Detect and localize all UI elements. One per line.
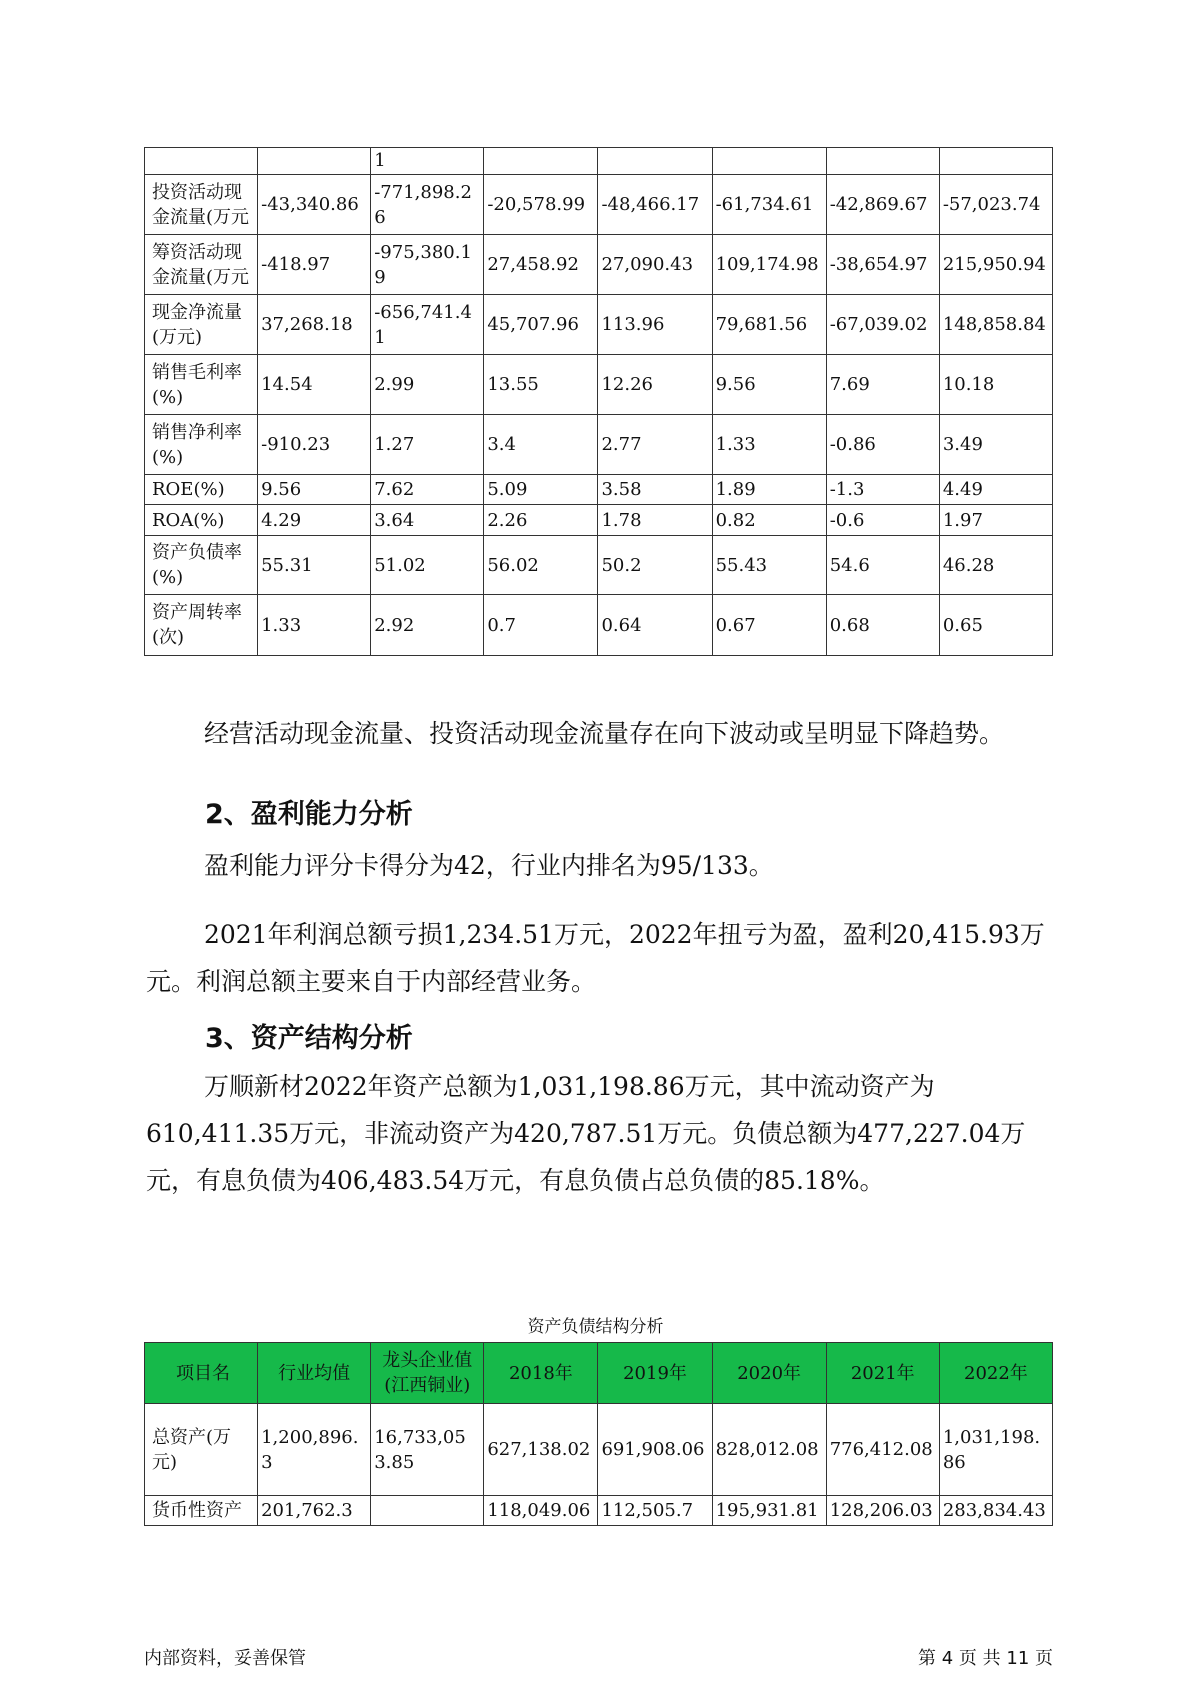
table-cell: 1,031,198.86 [939, 1404, 1052, 1496]
table-cell: 10.18 [939, 355, 1052, 415]
table-cell: 4.49 [939, 475, 1052, 505]
footer-page-number: 第 4 页 共 11 页 [918, 1648, 1053, 1669]
heading-asset-structure: 3、资产结构分析 [205, 1023, 413, 1054]
table-cell: 27,090.43 [598, 235, 712, 295]
table-cell: 51.02 [371, 536, 484, 595]
heading-profitability: 2、盈利能力分析 [205, 799, 413, 830]
row-label-cell: 投资活动现金流量(万元 [145, 175, 258, 235]
table-cell: 1.78 [598, 505, 712, 536]
table-cell: 2018年 [484, 1343, 598, 1404]
table-cell: 148,858.84 [939, 295, 1052, 355]
table-cell: 113.96 [598, 295, 712, 355]
row-label-cell: 现金净流量(万元) [145, 295, 258, 355]
row-label-cell [145, 148, 258, 175]
table-cell [484, 148, 598, 175]
table-cell: 112,505.7 [598, 1496, 712, 1526]
table-cell: -1.3 [826, 475, 939, 505]
table-cell: 0.68 [826, 595, 939, 656]
paragraph-profit-total: 2021年利润总额亏损1,234.51万元，2022年扭亏为盈，盈利20,415.93万元。利润总额主要来自于内部经营业务。 [146, 920, 1045, 996]
table-row [145, 505, 1053, 536]
table-cell: 2019年 [598, 1343, 712, 1404]
table-cell: 9.56 [712, 355, 826, 415]
table-cell: -910.23 [258, 415, 371, 475]
table-row [145, 536, 1053, 595]
table-cell: 0.67 [712, 595, 826, 656]
table-row [145, 295, 1053, 355]
table-cell: 1.33 [712, 415, 826, 475]
table-cell: 54.6 [826, 536, 939, 595]
table-cell: 7.69 [826, 355, 939, 415]
table-cell: 56.02 [484, 536, 598, 595]
table-cell: -975,380.19 [371, 235, 484, 295]
paragraph-profit-score: 盈利能力评分卡得分为42，行业内排名为95/133。 [204, 851, 774, 880]
table-cell: 776,412.08 [826, 1404, 939, 1496]
table-cell: 9.56 [258, 475, 371, 505]
table-cell: 201,762.3 [258, 1496, 371, 1526]
table-cell: 283,834.43 [939, 1496, 1052, 1526]
table-cell: 2021年 [826, 1343, 939, 1404]
row-label-cell: 货币性资产 [145, 1496, 258, 1526]
table-cell [371, 1496, 484, 1526]
table-cell [598, 148, 712, 175]
table-cell: -67,039.02 [826, 295, 939, 355]
table-cell: 195,931.81 [712, 1496, 826, 1526]
row-label-cell: ROE(%) [145, 475, 258, 505]
table-cell: 45,707.96 [484, 295, 598, 355]
table-cell: 118,049.06 [484, 1496, 598, 1526]
table-row [145, 175, 1053, 235]
table-cell: 55.43 [712, 536, 826, 595]
table-cell: 行业均值 [258, 1343, 371, 1404]
table-cell: 3.49 [939, 415, 1052, 475]
table-cell: 3.58 [598, 475, 712, 505]
table-cell: -20,578.99 [484, 175, 598, 235]
table-cell: -42,869.67 [826, 175, 939, 235]
table-cell: 5.09 [484, 475, 598, 505]
table-cell: 2.77 [598, 415, 712, 475]
row-label-cell: 总资产(万元) [145, 1404, 258, 1496]
table-cell: -48,466.17 [598, 175, 712, 235]
table-cell: 37,268.18 [258, 295, 371, 355]
row-label-cell: 资产周转率(次) [145, 595, 258, 656]
table-cell: 4.29 [258, 505, 371, 536]
table-cell: 691,908.06 [598, 1404, 712, 1496]
table-row [145, 148, 1053, 175]
footer-confidential: 内部资料，妥善保管 [144, 1648, 306, 1669]
row-label-cell: 销售毛利率(%) [145, 355, 258, 415]
table-cell: 2020年 [712, 1343, 826, 1404]
table-row [145, 1496, 1053, 1526]
paragraph-cashflow-trend: 经营活动现金流量、投资活动现金流量存在向下波动或呈明显下降趋势。 [204, 719, 1005, 748]
table-cell: -771,898.26 [371, 175, 484, 235]
table-cell: 14.54 [258, 355, 371, 415]
row-label-cell: ROA(%) [145, 505, 258, 536]
table-cell: 龙头企业值(江西铜业) [371, 1343, 484, 1404]
table-cell: 0.82 [712, 505, 826, 536]
table-cell: -418.97 [258, 235, 371, 295]
table-cell: 2.26 [484, 505, 598, 536]
table-cell: 1.27 [371, 415, 484, 475]
table-cell: 50.2 [598, 536, 712, 595]
paragraph-asset-summary: 万顺新材2022年资产总额为1,031,198.86万元，其中流动资产为610,411.35万元，非流动资产为420,787.51万元。负债总额为477,227.04万元，有息负债为406,483.54万元，有息负债占总负债的85.18%。 [146, 1072, 1026, 1195]
table-cell: 79,681.56 [712, 295, 826, 355]
table-caption: 资产负债结构分析 [527, 1317, 664, 1337]
row-label-cell: 项目名 [145, 1343, 258, 1404]
table-row [145, 415, 1053, 475]
financial-indicators-table [144, 147, 1053, 656]
table-cell: 2.92 [371, 595, 484, 656]
table-cell [826, 148, 939, 175]
table-cell: -0.6 [826, 505, 939, 536]
table-cell: 828,012.08 [712, 1404, 826, 1496]
table-cell: 2022年 [939, 1343, 1052, 1404]
table-cell: 3.64 [371, 505, 484, 536]
table-cell: 0.64 [598, 595, 712, 656]
table-cell: 1.89 [712, 475, 826, 505]
table-cell [712, 148, 826, 175]
table-cell [939, 148, 1052, 175]
table-cell: 1.97 [939, 505, 1052, 536]
table-cell: 3.4 [484, 415, 598, 475]
table-cell: 2.99 [371, 355, 484, 415]
table-cell: -38,654.97 [826, 235, 939, 295]
table-cell: -0.86 [826, 415, 939, 475]
row-label-cell: 筹资活动现金流量(万元 [145, 235, 258, 295]
table-row [145, 475, 1053, 505]
table-cell: 128,206.03 [826, 1496, 939, 1526]
table-cell: -61,734.61 [712, 175, 826, 235]
asset-liability-table [144, 1342, 1053, 1526]
row-label-cell: 销售净利率(%) [145, 415, 258, 475]
table-row [145, 1343, 1053, 1404]
table-cell: 46.28 [939, 536, 1052, 595]
table-cell: 27,458.92 [484, 235, 598, 295]
table-cell: -656,741.41 [371, 295, 484, 355]
table-cell: 12.26 [598, 355, 712, 415]
table-row [145, 235, 1053, 295]
row-label-cell: 资产负债率(%) [145, 536, 258, 595]
table-row [145, 355, 1053, 415]
table-cell: 16,733,053.85 [371, 1404, 484, 1496]
table-cell: 627,138.02 [484, 1404, 598, 1496]
table-cell: 13.55 [484, 355, 598, 415]
table-cell: 0.7 [484, 595, 598, 656]
table-row [145, 1404, 1053, 1496]
table-cell [258, 148, 371, 175]
table-cell: 0.65 [939, 595, 1052, 656]
table-cell: 7.62 [371, 475, 484, 505]
table-cell: 1.33 [258, 595, 371, 656]
table-cell: 55.31 [258, 536, 371, 595]
table-cell: 1,200,896.3 [258, 1404, 371, 1496]
table-cell: -57,023.74 [939, 175, 1052, 235]
table-cell: -43,340.86 [258, 175, 371, 235]
table-cell: 109,174.98 [712, 235, 826, 295]
table-cell: 1 [371, 148, 484, 175]
table-cell: 215,950.94 [939, 235, 1052, 295]
table-row [145, 595, 1053, 656]
